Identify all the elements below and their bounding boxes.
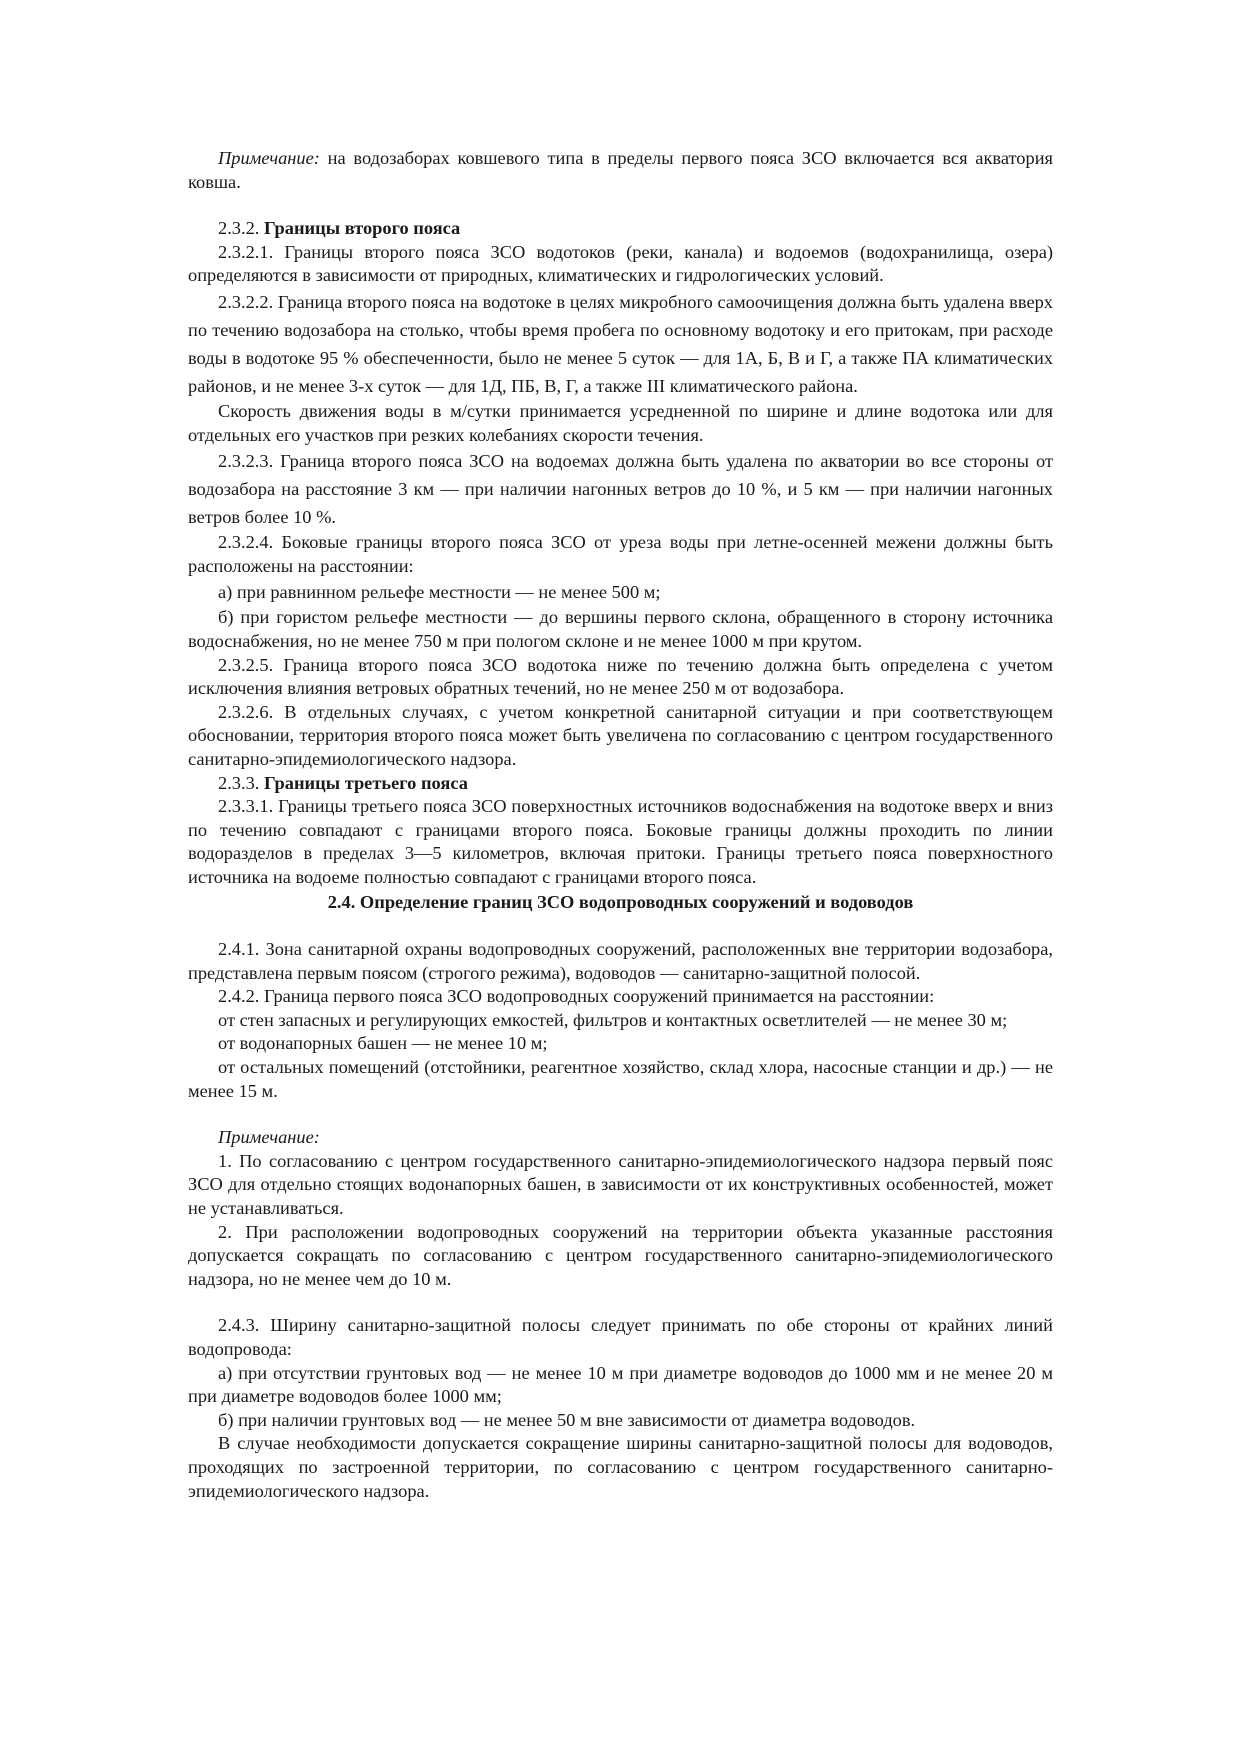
body-paragraph: 2.4.1. Зона санитарной охраны водопроводных сооружений, расположенных вне территории водозабора, представлена первым поясом (строгого режима), водоводов — санитарно-защитной полосой. — [188, 939, 1053, 983]
body-paragraph: 2.4.2. Граница первого пояса ЗСО водопроводных сооружений принимается на расстоянии: — [218, 986, 935, 1007]
body-paragraph: от стен запасных и регулирующих емкостей, фильтров и контактных осветлителей — не менее 30 м; — [218, 1009, 1008, 1030]
note-label: Примечание: — [218, 1127, 320, 1148]
note-paragraph — [188, 147, 1053, 194]
body-paragraph: от водонапорных башен — не менее 10 м; — [218, 1033, 548, 1054]
subsection-heading — [188, 217, 1053, 241]
section-heading: 2.4. Определение границ ЗСО водопроводных сооружений и водоводов — [327, 892, 914, 913]
document-body — [188, 147, 1053, 1503]
body-paragraph: б) при наличии грунтовых вод — не менее 50 м вне зависимости от диаметра водоводов. — [218, 1409, 916, 1430]
body-paragraph: 2.3.2.3. Граница второго пояса ЗСО на водоемах должна быть удалена по акватории во все стороны от водозабора на расстояние 3 км — при наличии нагонных ветров до 10 %, и 5 км — при наличии нагонных ветров более 10 %. — [188, 451, 1053, 528]
body-paragraph: 2.3.3.1. Границы третьего пояса ЗСО поверхностных источников водоснабжения на водотоке вверх и вниз по течению совпадают с границами второго пояса. Боковые границы должны проходить по линии водоразделов в пределах 3—5 километров, включая притоки. Границы третьего пояса поверхностного источника на водоеме полностью совпадают с границами второго пояса. — [188, 796, 1053, 887]
body-paragraph: 2.3.2.1. Границы второго пояса ЗСО водотоков (реки, канала) и водоемов (водохранилища, озера) определяются в зависимости от природных, климатических и гидрологических условий. — [188, 241, 1053, 286]
body-paragraph: Скорость движения воды в м/сутки принимается усредненной по ширине и длине водотока или для отдельных его участков при резких колебаниях скорости течения. — [188, 400, 1053, 445]
paragraph-spacer — [188, 915, 1053, 938]
body-paragraph: В случае необходимости допускается сокращение ширины санитарно-защитной полосы для водоводов, проходящих по застроенной территории, по согласованию с центром государственного санитарно-эпидемиологического надзора. — [188, 1433, 1053, 1501]
body-paragraph: от остальных помещений (отстойники, реагентное хозяйство, склад хлора, насосные станции и др.) — не менее 15 м. — [188, 1057, 1053, 1101]
body-paragraph: а) при отсутствии грунтовых вод — не менее 10 м при диаметре водоводов до 1000 мм и не менее 20 м при диаметре водоводов более 1000 мм; — [188, 1362, 1053, 1407]
body-paragraph: 2.3.2.2. Граница второго пояса на водотоке в целях микробного самоочищения должна быть удалена вверх по течению водозабора на столько, чтобы время пробега по основному водотоку и его притокам, при расходе воды в водотоке 95 % обеспеченности, было не менее 5 суток — для 1А, Б, В и Г, а также ПА климатических районов, и не менее 3-х суток — для 1Д, ПБ, В, Г, а также III климатического района. — [188, 291, 1053, 396]
note-label: Примечание: — [218, 148, 320, 168]
body-paragraph: а) при равнинном рельефе местности — не менее 500 м; — [218, 582, 661, 603]
subsection-heading — [188, 772, 1053, 796]
body-paragraph: 2.3.2.5. Граница второго пояса ЗСО водотока ниже по течению должна быть определена с учетом исключения влияния ветровых обратных течений, но не менее 250 м от водозабора. — [188, 654, 1053, 699]
body-paragraph: 2.3.2.6. В отдельных случаях, с учетом конкретной санитарной ситуации и при соответствующем обосновании, территория второго пояса может быть увеличена по согласованию с центром государственного санитарно-эпидемиологического надзора. — [188, 701, 1053, 769]
subsection-title: Границы третьего пояса — [263, 772, 468, 793]
body-paragraph: 2.4.3. Ширину санитарно-защитной полосы следует принимать по обе стороны от крайних линий водопровода: — [188, 1315, 1053, 1359]
body-paragraph: 1. По согласованию с центром государственного санитарно-эпидемиологического надзора первый пояс ЗСО для отдельно стоящих водонапорных башен, в зависимости от их конструктивных особенностей, может не устанавливаться. — [188, 1150, 1053, 1218]
body-paragraph: 2. При расположении водопроводных сооружений на территории объекта указанные расстояния допускается сокращать по согласованию с центром государственного санитарно-эпидемиологического надзора, но не менее чем до 10 м. — [188, 1221, 1053, 1289]
body-paragraph: 2.3.2.4. Боковые границы второго пояса ЗСО от уреза воды при летне-осенней межени должны быть расположены на расстоянии: — [188, 532, 1053, 576]
note-text: на водозаборах ковшевого типа в пределы первого пояса ЗСО включается вся акватория ковша. — [188, 148, 1053, 192]
body-paragraph: б) при гористом рельефе местности — до вершины первого склона, обращенного в сторону источника водоснабжения, но не менее 750 м при пологом склоне и не менее 1000 м при крутом. — [188, 607, 1053, 651]
subsection-title: Границы второго пояса — [263, 218, 461, 239]
paragraph-spacer — [188, 194, 1053, 217]
paragraph-spacer — [188, 1291, 1053, 1314]
subsection-number: 2.3.2. — [218, 218, 264, 239]
paragraph-spacer — [188, 1103, 1053, 1126]
subsection-number: 2.3.3. — [218, 772, 264, 793]
